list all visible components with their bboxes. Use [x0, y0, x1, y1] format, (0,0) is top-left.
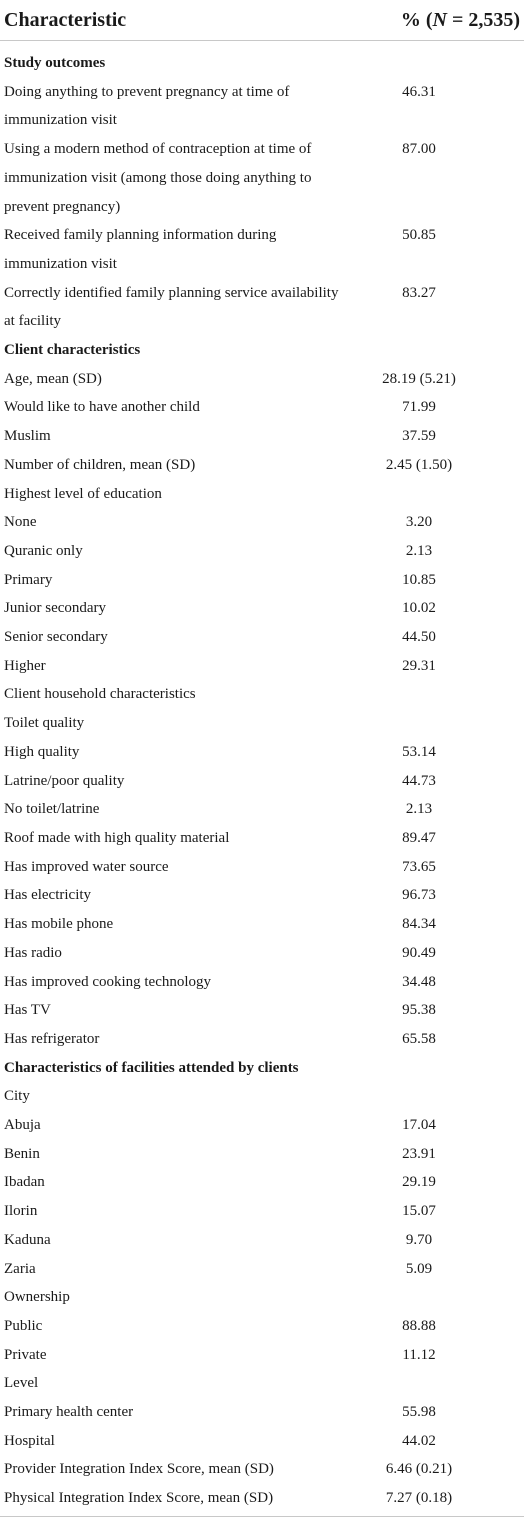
row-label: Number of children, mean (SD)	[4, 456, 196, 473]
table-row	[0, 508, 524, 537]
row-label: Provider Integration Index Score, mean (SD)	[4, 1461, 274, 1478]
table-row	[0, 1255, 524, 1284]
row-label: Has electricity	[4, 887, 92, 904]
row-value: 53.14	[402, 743, 436, 760]
header-characteristic: Characteristic	[4, 8, 127, 31]
row-value: 46.31	[402, 83, 436, 100]
table-row	[0, 709, 524, 738]
header-pct-suffix: = 2,535)	[446, 8, 520, 31]
section-heading-row	[0, 1054, 524, 1083]
row-value	[349, 1283, 469, 1312]
table-row	[0, 767, 524, 796]
row-label: Private	[4, 1346, 47, 1363]
table-row	[0, 968, 524, 997]
row-value: 28.19 (5.21)	[382, 370, 456, 387]
row-label: Has refrigerator	[4, 1030, 100, 1047]
row-value: 29.31	[402, 657, 436, 674]
table-row	[0, 738, 524, 767]
row-label: Characteristics of facilities attended by clients	[4, 1059, 299, 1076]
row-value: 2.13	[405, 542, 433, 559]
row-value: 5.09	[405, 1260, 433, 1277]
row-value: 44.73	[402, 772, 436, 789]
table-row	[0, 1168, 524, 1197]
row-label: Junior secondary	[4, 600, 107, 617]
row-value: 15.07	[402, 1203, 436, 1220]
row-label: Client household characteristics	[4, 686, 196, 703]
row-label: Has improved water source	[4, 858, 169, 875]
table-row	[0, 594, 524, 623]
row-label: Using a modern method of contraception at time of immunization visit (among those doing anything to prevent pregnancy)	[4, 141, 312, 215]
table-row	[0, 996, 524, 1025]
row-value	[349, 1082, 469, 1111]
table-row	[0, 279, 524, 336]
row-value: 2.13	[405, 801, 433, 818]
row-label: Highest level of education	[4, 485, 162, 502]
row-value: 10.02	[402, 600, 436, 617]
row-value: 65.58	[402, 1030, 436, 1047]
row-label: Received family planning information during immunization visit	[4, 227, 277, 272]
row-value	[349, 709, 469, 738]
row-value: 10.85	[402, 571, 436, 588]
table-row	[0, 1140, 524, 1169]
table-row	[0, 824, 524, 853]
table-row	[0, 566, 524, 595]
table-row	[0, 365, 524, 394]
row-value: 87.00	[402, 141, 436, 158]
table-row	[0, 853, 524, 882]
row-label: Level	[4, 1375, 39, 1392]
row-value: 71.99	[402, 399, 436, 416]
row-label: Benin	[4, 1145, 40, 1162]
row-label: No toilet/latrine	[4, 801, 100, 818]
table-row	[0, 221, 524, 278]
table-row	[0, 1455, 524, 1484]
row-value: 11.12	[402, 1346, 436, 1363]
table-row	[0, 537, 524, 566]
row-label: Ibadan	[4, 1174, 45, 1191]
table-row	[0, 451, 524, 480]
table-row	[0, 1197, 524, 1226]
row-value: 6.46 (0.21)	[385, 1461, 453, 1478]
table-row	[0, 480, 524, 509]
row-label: None	[4, 514, 37, 531]
table-row	[0, 939, 524, 968]
row-value: 7.27 (0.18)	[385, 1490, 453, 1507]
row-value	[349, 1369, 469, 1398]
row-label: Doing anything to prevent pregnancy at time of immunization visit	[4, 83, 290, 129]
row-value: 44.02	[402, 1432, 436, 1449]
section-heading-row	[0, 49, 524, 78]
row-label: Latrine/poor quality	[4, 772, 125, 789]
row-label: Has radio	[4, 944, 62, 961]
row-label: Age, mean (SD)	[4, 370, 102, 387]
table-row	[0, 1398, 524, 1427]
row-value: 2.45 (1.50)	[385, 456, 453, 473]
row-value: 83.27	[402, 284, 436, 301]
table-row	[0, 652, 524, 681]
row-value	[349, 1054, 469, 1083]
table-row	[0, 1484, 524, 1513]
row-label: Senior secondary	[4, 629, 108, 646]
row-label: Physical Integration Index Score, mean (SD)	[4, 1490, 274, 1507]
row-label: Ilorin	[4, 1203, 38, 1220]
row-value: 44.50	[402, 629, 436, 646]
table-row	[0, 623, 524, 652]
row-label: High quality	[4, 743, 80, 760]
row-label: Has improved cooking technology	[4, 973, 212, 990]
table-row	[0, 78, 524, 135]
row-value	[349, 336, 469, 365]
row-value: 95.38	[402, 1002, 436, 1019]
row-label: Study outcomes	[4, 55, 106, 71]
table-row	[0, 393, 524, 422]
row-value: 73.65	[402, 858, 436, 875]
table-bottom-rule	[0, 1516, 524, 1517]
row-value: 55.98	[402, 1404, 436, 1421]
row-value: 50.85	[402, 227, 436, 244]
header-n: N	[432, 8, 447, 31]
table-header	[0, 0, 524, 41]
row-value: 17.04	[402, 1117, 436, 1134]
row-label: Ownership	[4, 1289, 70, 1306]
table-row	[0, 422, 524, 451]
header-pct-prefix: % (	[400, 8, 433, 31]
row-value: 34.48	[402, 973, 436, 990]
row-label: Roof made with high quality material	[4, 829, 230, 846]
row-value: 3.20	[405, 514, 433, 531]
table-row	[0, 1025, 524, 1054]
row-label: City	[4, 1088, 30, 1105]
table-row	[0, 910, 524, 939]
section-heading-row	[0, 336, 524, 365]
table-row	[0, 1226, 524, 1255]
row-value: 96.73	[402, 887, 436, 904]
row-value	[349, 680, 469, 709]
row-value: 37.59	[402, 428, 436, 445]
row-value: 9.70	[405, 1231, 433, 1248]
row-label: Public	[4, 1317, 43, 1334]
header-percent	[320, 9, 524, 32]
row-label: Primary health center	[4, 1404, 134, 1421]
table-row	[0, 1283, 524, 1312]
row-value: 23.91	[402, 1145, 436, 1162]
row-label: Correctly identified family planning service availability at facility	[4, 284, 339, 330]
row-label: Client characteristics	[4, 342, 141, 359]
row-value	[349, 49, 469, 78]
row-label: Would like to have another child	[4, 399, 200, 416]
table-row	[0, 135, 524, 221]
row-label: Toilet quality	[4, 715, 85, 732]
table-row	[0, 795, 524, 824]
row-label: Higher	[4, 657, 46, 674]
row-value: 84.34	[402, 916, 436, 933]
row-value: 29.19	[402, 1174, 436, 1191]
row-label: Has mobile phone	[4, 916, 114, 933]
table-row	[0, 1082, 524, 1111]
row-value: 88.88	[402, 1317, 436, 1334]
table-row	[0, 1427, 524, 1456]
table-row	[0, 1341, 524, 1370]
table-body	[0, 41, 524, 1513]
row-label: Zaria	[4, 1260, 36, 1277]
row-label: Hospital	[4, 1432, 55, 1449]
row-label: Kaduna	[4, 1231, 51, 1248]
table-row	[0, 1369, 524, 1398]
row-label: Abuja	[4, 1117, 41, 1134]
row-value: 90.49	[402, 944, 436, 961]
row-label: Has TV	[4, 1002, 51, 1019]
table-row	[0, 680, 524, 709]
row-value: 89.47	[402, 829, 436, 846]
row-label: Quranic only	[4, 542, 83, 559]
row-value	[349, 480, 469, 509]
row-label: Muslim	[4, 428, 51, 445]
row-label: Primary	[4, 571, 53, 588]
table-row	[0, 881, 524, 910]
table-row	[0, 1111, 524, 1140]
table-row	[0, 1312, 524, 1341]
